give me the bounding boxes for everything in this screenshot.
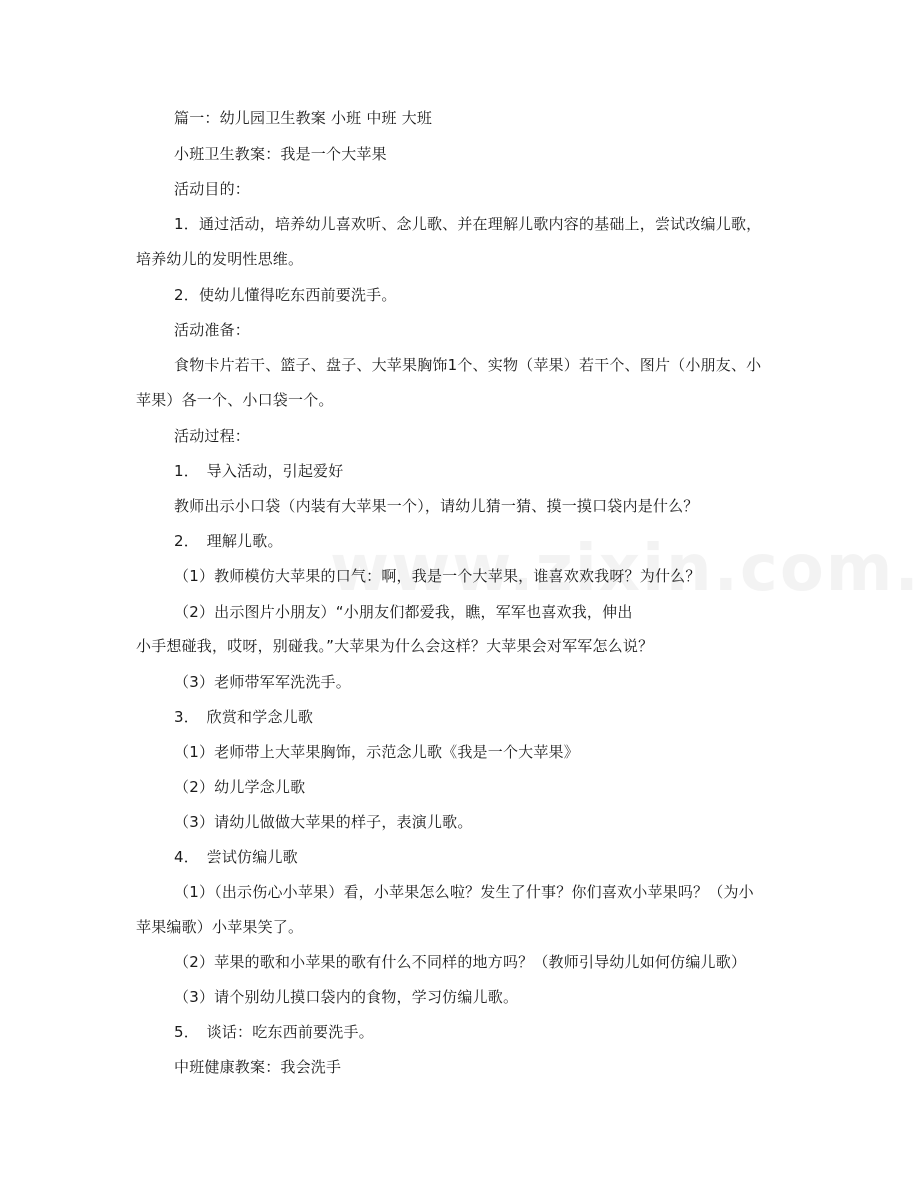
text-line: （2）出示图片小朋友）“小朋友们都爱我，瞧，军军也喜欢我，伸出 — [174, 603, 633, 621]
text-line: 2．使幼儿懂得吃东西前要洗手。 — [174, 286, 397, 304]
title-line: 篇一：幼儿园卫生教案 小班 中班 大班 — [174, 109, 433, 127]
lesson-title: 小班卫生教案：我是一个大苹果 — [174, 145, 387, 163]
text-line: 2． 理解儿歌。 — [174, 532, 283, 550]
section-heading-process: 活动过程： — [174, 427, 251, 445]
text-line: 1．通过活动，培养幼儿喜欢听、念儿歌、并在理解儿歌内容的基础上，尝试改编儿歌， — [174, 215, 762, 233]
text-line: 5． 谈话：吃东西前要洗手。 — [174, 1023, 374, 1041]
text-line: （3）老师带军军洗洗手。 — [174, 673, 351, 691]
text-line: 1． 导入活动，引起爱好 — [174, 462, 344, 480]
text-line: 苹果）各一个、小口袋一个。 — [136, 391, 334, 409]
text-line: 教师出示小口袋（内装有大苹果一个），请幼儿猜一猜、摸一摸口袋内是什么？ — [174, 497, 699, 515]
text-line: 培养幼儿的发明性思维。 — [136, 250, 304, 268]
text-line: （2）幼儿学念儿歌 — [174, 778, 306, 796]
text-line: （2）苹果的歌和小苹果的歌有什么不同样的地方吗？（教师引导幼儿如何仿编儿歌） — [174, 953, 747, 971]
section-heading-prep: 活动准备： — [174, 321, 251, 339]
lesson-title-middle-class: 中班健康教案：我会洗手 — [174, 1058, 342, 1076]
text-line: （3）请幼儿做做大苹果的样子，表演儿歌。 — [174, 813, 473, 831]
text-line: （1）（出示伤心小苹果）看，小苹果怎么啦？发生了什事？你们喜欢小苹果吗？（为小 — [174, 883, 754, 901]
text-line: （1）老师带上大苹果胸饰，示范念儿歌《我是一个大苹果》 — [174, 743, 579, 761]
text-line: （3）请个别幼儿摸口袋内的食物，学习仿编儿歌。 — [174, 988, 519, 1006]
text-line: （1）教师模仿大苹果的口气：啊，我是一个大苹果，谁喜欢欢我呀？为什么？ — [174, 567, 701, 585]
text-line: 3． 欣赏和学念儿歌 — [174, 708, 314, 726]
text-line: 4． 尝试仿编儿歌 — [174, 848, 298, 866]
section-heading-goals: 活动目的： — [174, 180, 251, 198]
text-line: 苹果编歌）小苹果笑了。 — [136, 918, 304, 936]
text-line: 小手想碰我，哎呀，别碰我。”大苹果为什么会这样？大苹果会对军军怎么说？ — [136, 637, 654, 655]
text-line: 食物卡片若干、篮子、盘子、大苹果胸饰1个、实物（苹果）若干个、图片（小朋友、小 — [174, 356, 762, 374]
